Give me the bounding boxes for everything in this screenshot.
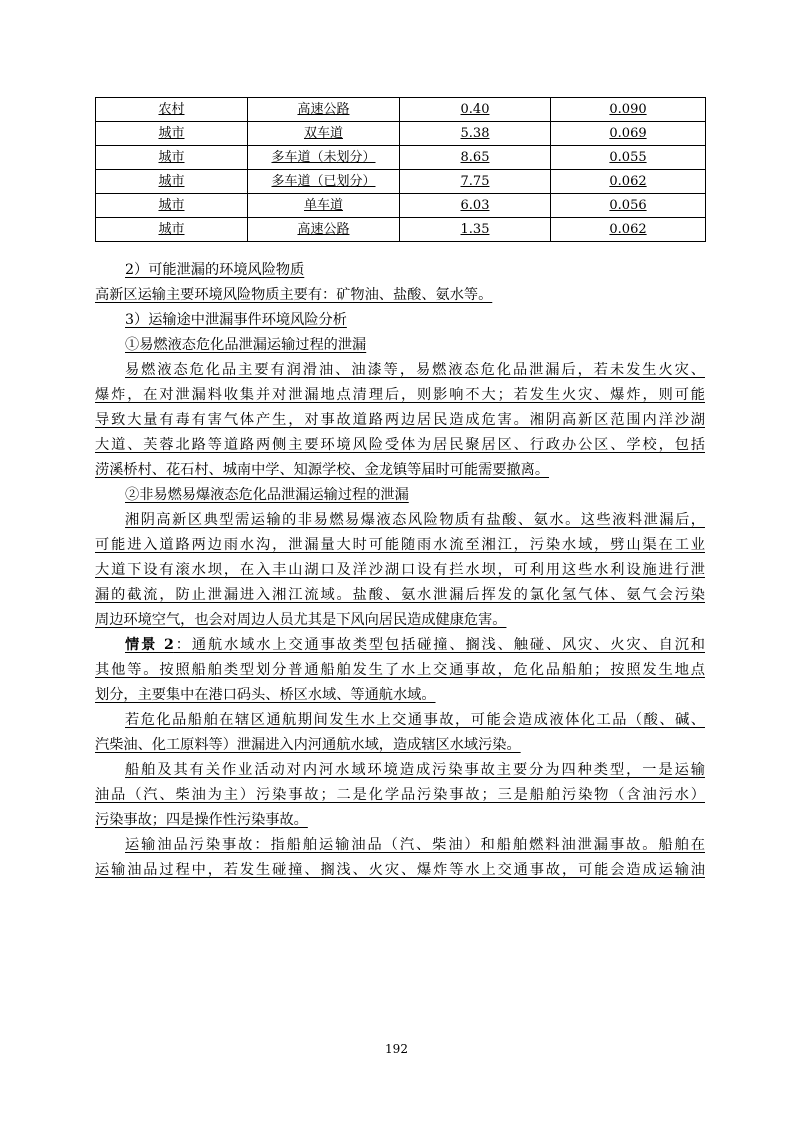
paragraph-line: 划分，主要集中在港口码头、桥区水域、等通航水域。	[95, 687, 436, 703]
table-cell: 单车道	[248, 194, 400, 218]
table-cell: 0.062	[551, 218, 706, 242]
paragraph-line: 易燃液态危化品主要有润滑油、油漆等，易燃液态危化品泄漏后，若未发生火灾、	[125, 362, 705, 378]
heading-2: 2）可能泄漏的环境风险物质	[125, 262, 305, 278]
paragraph-line: 大道、芙蓉北路等道路两侧主要环境风险受体为居民聚居区、行政办公区、学校，包括	[95, 437, 705, 453]
paragraph-line: 运输油品过程中，若发生碰撞、搁浅、火灾、爆炸等水上交通事故，可能会造成运输油	[95, 862, 705, 878]
paragraph-line: 其他等。按照船舶类型划分普通船舶发生了水上交通事故，危化品船舶；按照发生地点	[95, 662, 705, 678]
table-row	[96, 170, 706, 194]
paragraph-line: 导致大量有毒有害气体产生，对事故道路两边居民造成危害。湘阴高新区范围内洋沙湖	[95, 412, 705, 428]
data-table	[95, 97, 706, 242]
table-cell: 农村	[96, 98, 248, 122]
table-cell: 0.090	[551, 98, 706, 122]
paragraph-line: 周边环境空气，也会对周边人员尤其是下风向居民造成健康危害。	[95, 612, 507, 628]
table-cell: 多车道（已划分）	[248, 170, 400, 194]
page-number: 192	[385, 1042, 408, 1056]
heading-3: 3）运输途中泄漏事件环境风险分析	[125, 312, 347, 328]
subheading-2: ②非易燃易爆液态危化品泄漏运输过程的泄漏	[125, 487, 409, 503]
table-row	[96, 98, 706, 122]
paragraph-line: 涝溪桥村、花石村、城南中学、知源学校、金龙镇等届时可能需要撤离。	[95, 462, 550, 478]
paragraph-line: 汽柴油、化工原料等）泄漏进入内河通航水域，造成辖区水域污染。	[95, 737, 521, 753]
subheading-1: ①易燃液态危化品泄漏运输过程的泄漏	[125, 337, 367, 353]
table-row	[96, 218, 706, 242]
table-cell: 城市	[96, 122, 248, 146]
paragraph-line: 污染事故；四是操作性污染事故。	[95, 812, 308, 828]
table-cell: 城市	[96, 194, 248, 218]
table-cell: 7.75	[400, 170, 551, 194]
paragraph-line: 高新区运输主要环境风险物质主要有：矿物油、盐酸、氨水等。	[95, 287, 493, 303]
table-cell: 双车道	[248, 122, 400, 146]
table-cell: 多车道（未划分）	[248, 146, 400, 170]
scenario-2-line	[95, 633, 705, 658]
table-cell: 城市	[96, 218, 248, 242]
table-cell: 城市	[96, 170, 248, 194]
paragraph-line: 油品（汽、柴油为主）污染事故；二是化学品污染事故；三是船舶污染物（含油污水）	[95, 787, 705, 803]
paragraph-line: 船舶及其有关作业活动对内河水域环境造成污染事故主要分为四种类型，一是运输	[125, 762, 705, 778]
paragraph-line: 漏的截流，防止泄漏进入湘江流域。盐酸、氨水泄漏后挥发的氯化氢气体、氨气会污染	[95, 587, 705, 603]
table-cell: 0.069	[551, 122, 706, 146]
table-cell: 5.38	[400, 122, 551, 146]
table-cell: 高速公路	[248, 218, 400, 242]
paragraph-line: 湘阴高新区典型需运输的非易燃易爆液态风险物质有盐酸、氨水。这些液料泄漏后，	[125, 512, 705, 528]
paragraph-line: 大道下设有滚水坝，在入丰山湖口及洋沙湖口设有拦水坝，可利用这些水利设施进行泄	[95, 562, 705, 578]
scenario-text: ：通航水域水上交通事故类型包括碰撞、搁浅、触碰、风灾、火灾、自沉和	[173, 637, 705, 653]
table-cell: 0.40	[400, 98, 551, 122]
table-cell: 8.65	[400, 146, 551, 170]
table-cell: 6.03	[400, 194, 551, 218]
table-cell: 1.35	[400, 218, 551, 242]
paragraph-line: 可能进入道路两边雨水沟，泄漏量大时可能随雨水流至湘江，污染水域，劈山渠在工业	[95, 537, 705, 553]
table-row	[96, 146, 706, 170]
paragraph-line: 若危化品船舶在辖区通航期间发生水上交通事故，可能会造成液体化工品（酸、碱、	[125, 712, 705, 728]
scenario-label: 情景 2	[125, 637, 174, 653]
table-cell: 高速公路	[248, 98, 400, 122]
table-row	[96, 194, 706, 218]
body-text	[95, 258, 705, 883]
paragraph-line: 运输油品污染事故：指船舶运输油品（汽、柴油）和船舶燃料油泄漏事故。船舶在	[125, 837, 705, 853]
table-cell: 0.056	[551, 194, 706, 218]
table-row	[96, 122, 706, 146]
table-cell: 0.055	[551, 146, 706, 170]
table-cell: 城市	[96, 146, 248, 170]
emission-table-fragment	[95, 97, 701, 242]
paragraph-line: 爆炸，在对泄漏料收集并对泄漏地点清理后，则影响不大；若发生火灾、爆炸，则可能	[95, 387, 705, 403]
table-cell: 0.062	[551, 170, 706, 194]
